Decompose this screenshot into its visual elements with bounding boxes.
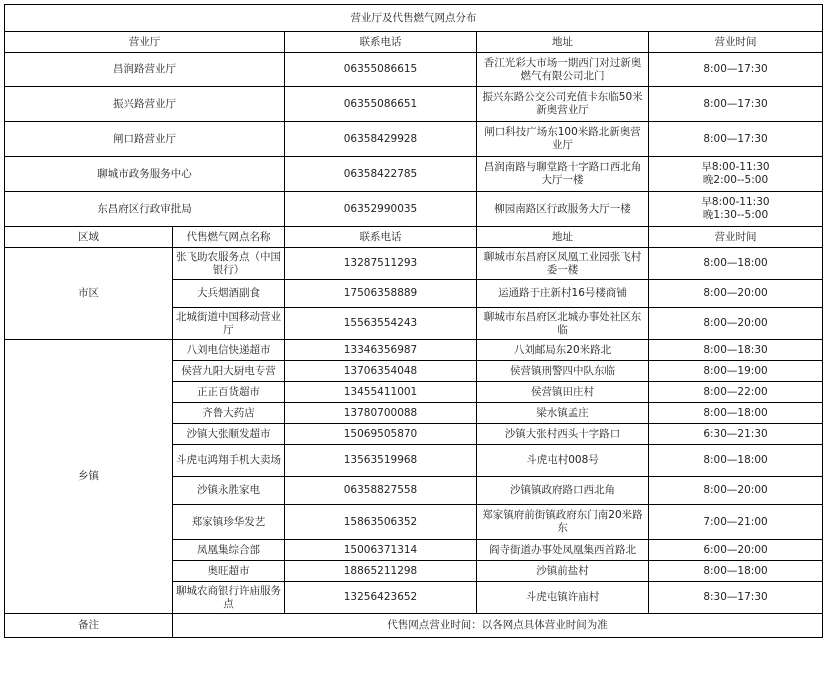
hall-address: 香江光彩大市场一期西门对过新奥燃气有限公司北门 (477, 53, 649, 87)
agent-name: 沙镇大张顺发超市 (173, 424, 285, 445)
agent-name: 郑家镇珍华发艺 (173, 505, 285, 540)
agent-hours: 8:30—17:30 (649, 582, 823, 614)
agent-name: 沙镇永胜家电 (173, 477, 285, 505)
agent-address: 沙镇大张村西头十字路口 (477, 424, 649, 445)
agent-address: 聊城市东昌府区北城办事处社区东临 (477, 308, 649, 340)
agent-address: 斗虎屯村008号 (477, 445, 649, 477)
agent-hours: 8:00—18:00 (649, 561, 823, 582)
hall-row (5, 87, 823, 122)
agent-phone: 15006371314 (285, 540, 477, 561)
hall-phone: 06358422785 (285, 157, 477, 192)
hall-address: 闸口科技广场东100米路北新奥营业厅 (477, 122, 649, 157)
agent-name: 北城街道中国移动营业厅 (173, 308, 285, 340)
agent-phone: 17506358889 (285, 280, 477, 308)
agent-hours: 8:00—20:00 (649, 280, 823, 308)
agent-name: 正正百货超市 (173, 382, 285, 403)
agent-name: 奥旺超市 (173, 561, 285, 582)
agent-phone: 13455411001 (285, 382, 477, 403)
agent-hours: 8:00—18:30 (649, 340, 823, 361)
table-title: 营业厅及代售燃气网点分布 (5, 5, 823, 32)
header-hall: 营业厅 (5, 32, 285, 53)
hall-hours: 8:00—17:30 (649, 53, 823, 87)
outlet-distribution-table (4, 4, 823, 638)
agent-hours: 8:00—18:00 (649, 403, 823, 424)
agent-hours: 8:00—18:00 (649, 445, 823, 477)
agent-address: 运通路于庄新村16号楼商铺 (477, 280, 649, 308)
agent-hours: 6:00—20:00 (649, 540, 823, 561)
agent-address: 聊城市东昌府区凤凰工业园张飞村委一楼 (477, 248, 649, 280)
agent-address: 侯营镇刑警四中队东临 (477, 361, 649, 382)
agent-phone: 13256423652 (285, 582, 477, 614)
hall-address: 柳园南路区行政服务大厅一楼 (477, 192, 649, 227)
hall-hours: 8:00—17:30 (649, 87, 823, 122)
agent-hours: 8:00—18:00 (649, 248, 823, 280)
agent-name: 齐鲁大药店 (173, 403, 285, 424)
agent-address: 沙镇镇政府路口西北角 (477, 477, 649, 505)
header-hours: 营业时间 (649, 227, 823, 248)
header-address: 地址 (477, 32, 649, 53)
hall-name: 闸口路营业厅 (5, 122, 285, 157)
hall-name: 昌润路营业厅 (5, 53, 285, 87)
hall-address: 振兴东路公交公司充值卡东临50米新奥营业厅 (477, 87, 649, 122)
hall-hours-afternoon: 晚1:30--5:00 (702, 209, 769, 221)
hall-hours-morning: 早8:00-11:30 (701, 196, 770, 208)
agent-address: 阎寺街道办事处凤凰集西首路北 (477, 540, 649, 561)
agent-hours: 6:30—21:30 (649, 424, 823, 445)
agent-name: 侯营九阳大厨电专营 (173, 361, 285, 382)
agent-phone: 15563554243 (285, 308, 477, 340)
agent-phone: 06358827558 (285, 477, 477, 505)
agent-name: 斗虎屯鸿翔手机大卖场 (173, 445, 285, 477)
agent-name: 聊城农商银行许庙服务点 (173, 582, 285, 614)
agent-name: 张飞助农服务点（中国银行） (173, 248, 285, 280)
hall-address: 昌润南路与聊堂路十字路口西北角大厅一楼 (477, 157, 649, 192)
hall-row (5, 122, 823, 157)
region-name: 乡镇 (5, 340, 173, 614)
region-name: 市区 (5, 248, 173, 340)
agent-row (5, 340, 823, 361)
agent-hours: 8:00—22:00 (649, 382, 823, 403)
agents-header-row (5, 227, 823, 248)
hall-phone: 06358429928 (285, 122, 477, 157)
hall-name: 振兴路营业厅 (5, 87, 285, 122)
agent-hours: 8:00—20:00 (649, 477, 823, 505)
agent-row (5, 248, 823, 280)
hall-hours (649, 192, 823, 227)
agent-address: 侯营镇田庄村 (477, 382, 649, 403)
agent-phone: 13346356987 (285, 340, 477, 361)
hall-phone: 06355086651 (285, 87, 477, 122)
header-region: 区域 (5, 227, 173, 248)
agent-phone: 13287511293 (285, 248, 477, 280)
hall-row (5, 157, 823, 192)
agent-phone: 13780700088 (285, 403, 477, 424)
hall-row (5, 192, 823, 227)
hall-name: 东昌府区行政审批局 (5, 192, 285, 227)
hall-hours-afternoon: 晚2:00--5:00 (702, 174, 769, 186)
hall-phone: 06352990035 (285, 192, 477, 227)
agent-hours: 8:00—19:00 (649, 361, 823, 382)
notes-label: 备注 (5, 614, 173, 638)
agent-hours: 7:00—21:00 (649, 505, 823, 540)
agent-name: 凤凰集综合部 (173, 540, 285, 561)
hall-phone: 06355086615 (285, 53, 477, 87)
agent-address: 斗虎屯镇许庙村 (477, 582, 649, 614)
agent-phone: 15863506352 (285, 505, 477, 540)
hall-hours: 8:00—17:30 (649, 122, 823, 157)
agent-phone: 13563519968 (285, 445, 477, 477)
header-address: 地址 (477, 227, 649, 248)
header-hours: 营业时间 (649, 32, 823, 53)
hall-row (5, 53, 823, 87)
hall-hours-morning: 早8:00-11:30 (701, 161, 770, 173)
agent-address: 沙镇前盐村 (477, 561, 649, 582)
agent-name: 大兵烟酒副食 (173, 280, 285, 308)
agent-phone: 18865211298 (285, 561, 477, 582)
notes-row (5, 614, 823, 638)
agent-name: 八刘电信快递超市 (173, 340, 285, 361)
header-phone: 联系电话 (285, 227, 477, 248)
agent-hours: 8:00—20:00 (649, 308, 823, 340)
hall-hours (649, 157, 823, 192)
halls-header-row (5, 32, 823, 53)
header-phone: 联系电话 (285, 32, 477, 53)
agent-address: 梁水镇孟庄 (477, 403, 649, 424)
header-agent-name: 代售燃气网点名称 (173, 227, 285, 248)
notes-text: 代售网点营业时间：以各网点具体营业时间为准 (173, 614, 823, 638)
hall-name: 聊城市政务服务中心 (5, 157, 285, 192)
agent-address: 八刘邮局东20米路北 (477, 340, 649, 361)
agent-phone: 13706354048 (285, 361, 477, 382)
agent-address: 郑家镇府前街镇政府东门南20米路东 (477, 505, 649, 540)
agent-phone: 15069505870 (285, 424, 477, 445)
